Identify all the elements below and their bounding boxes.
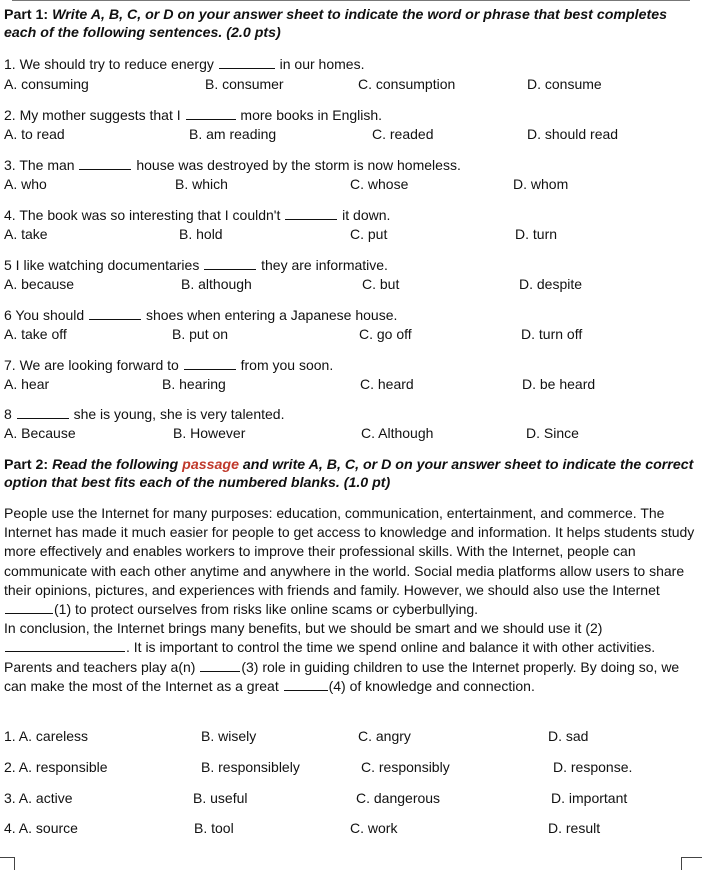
option-a: A. take — [4, 226, 48, 242]
option-c: C. responsibly — [361, 759, 450, 775]
option-d: D. result — [548, 820, 601, 836]
option-a: A. because — [4, 276, 75, 292]
question-stem: 3. The man house was destroyed by the storm is now homeless. — [4, 157, 461, 173]
question-stem: 2. My mother suggests that I more books in English. — [4, 107, 383, 123]
option-a: 4. A. source — [4, 820, 78, 836]
passage-paragraph-1: People use the Internet for many purposes: education, communication, entertainment, and commerce. The Internet has made it much easier for people to get access to knowledge and information. It helps students study more effectively and enables workers to improve their professional skills. With the Internet, people can communicate with each other anytime and anywhere in the world. Social media platforms allow users to share their opinions, pictures, and experiences with friends and family. However, we should also use the Internet (1) to protect ourselves from risks like online scams or cyberbullying. — [4, 505, 695, 618]
answer-blank — [184, 368, 236, 370]
option-c: C. consumption — [358, 76, 456, 92]
question-stem: 4. The book was so interesting that I couldn't it down. — [4, 207, 391, 223]
option-a: 3. A. active — [4, 790, 73, 806]
answer-blank — [186, 118, 236, 120]
option-d: D. consume — [527, 76, 602, 92]
option-d: D. Since — [526, 425, 579, 441]
option-b: B. am reading — [189, 126, 277, 142]
blank-4 — [284, 689, 328, 691]
top-border — [12, 0, 690, 1]
option-d: D. response. — [553, 759, 633, 775]
answer-blank — [17, 417, 69, 419]
blank-2 — [5, 650, 125, 652]
part1-instruction: Write A, B, C, or D on your answer sheet to indicate the word or phrase that best completes each of the following sentences. (2.0 pts) — [4, 7, 668, 41]
option-d: D. turn off — [521, 326, 583, 342]
option-b: B. although — [181, 276, 252, 292]
option-c: C. go off — [359, 326, 412, 342]
option-a: 2. A. responsible — [4, 759, 108, 775]
crop-mark-right — [681, 857, 702, 870]
option-c: C. readed — [372, 126, 434, 142]
option-c: C. Although — [361, 425, 434, 441]
option-c: C. but — [362, 276, 400, 292]
option-b: B. hold — [179, 226, 223, 242]
answer-blank — [89, 318, 141, 320]
option-b: B. put on — [172, 326, 229, 342]
option-a: A. who — [4, 176, 47, 192]
option-c: C. whose — [350, 176, 409, 192]
option-b: B. useful — [193, 790, 248, 806]
passage-highlight: passage — [182, 457, 239, 473]
option-c: C. work — [350, 820, 398, 836]
part2-heading — [4, 456, 698, 492]
option-d: D. despite — [519, 276, 583, 292]
option-a: 1. A. careless — [4, 728, 89, 744]
option-a: A. Because — [4, 425, 76, 441]
answer-blank — [204, 268, 256, 270]
option-d: D. sad — [548, 728, 589, 744]
crop-mark-left — [0, 857, 15, 870]
option-b: B. tool — [194, 820, 234, 836]
blank-1 — [5, 612, 53, 614]
part2-label: Part 2: — [4, 457, 49, 473]
part1-heading — [4, 6, 698, 42]
option-b: B. hearing — [162, 376, 226, 392]
option-c: C. put — [350, 226, 388, 242]
blank-3 — [200, 670, 240, 672]
option-a: A. consuming — [4, 76, 89, 92]
part2-instruction-a: Read the following — [52, 457, 183, 473]
option-b: B. consumer — [205, 76, 284, 92]
option-b: B. which — [175, 176, 228, 192]
option-b: B. However — [173, 425, 246, 441]
passage-paragraph-2: In conclusion, the Internet brings many benefits, but we should be smart and we should use it (2). It is important to control the time we spend online and balance it with other activities. Parents and teachers play a(n) (3) role in guiding children to use the Internet properly. By doing so, we can make the most of the Internet as a great (4) of knowledge and connection. — [4, 620, 680, 694]
question-stem: 6 You should shoes when entering a Japanese house. — [4, 307, 398, 323]
part1-label: Part 1: — [4, 7, 49, 23]
answer-blank — [219, 67, 275, 69]
option-d: D. whom — [513, 176, 569, 192]
option-c: C. dangerous — [356, 790, 441, 806]
option-d: D. should read — [527, 126, 619, 142]
question-stem: 8 she is young, she is very talented. — [4, 406, 285, 422]
answer-blank — [79, 168, 131, 170]
option-d: D. be heard — [522, 376, 596, 392]
option-a: A. hear — [4, 376, 50, 392]
reading-passage — [4, 504, 698, 696]
option-c: C. angry — [358, 728, 411, 744]
option-c: C. heard — [360, 376, 414, 392]
option-d: D. important — [551, 790, 628, 806]
part2-instruction-b: and write A, B, C, or D on your answer sheet to indicate the correct option that best fits each of the numbered blanks. (1.0 pt) — [4, 457, 694, 491]
option-d: D. turn — [515, 226, 558, 242]
answer-blank — [285, 218, 337, 220]
question-stem: 7. We are looking forward to from you soon. — [4, 357, 334, 373]
option-a: A. to read — [4, 126, 65, 142]
option-a: A. take off — [4, 326, 67, 342]
option-b: B. responsiblely — [201, 759, 300, 775]
question-stem: 1. We should try to reduce energy in our homes. — [4, 56, 365, 72]
question-stem: 5 I like watching documentaries they are informative. — [4, 257, 388, 273]
option-b: B. wisely — [201, 728, 257, 744]
